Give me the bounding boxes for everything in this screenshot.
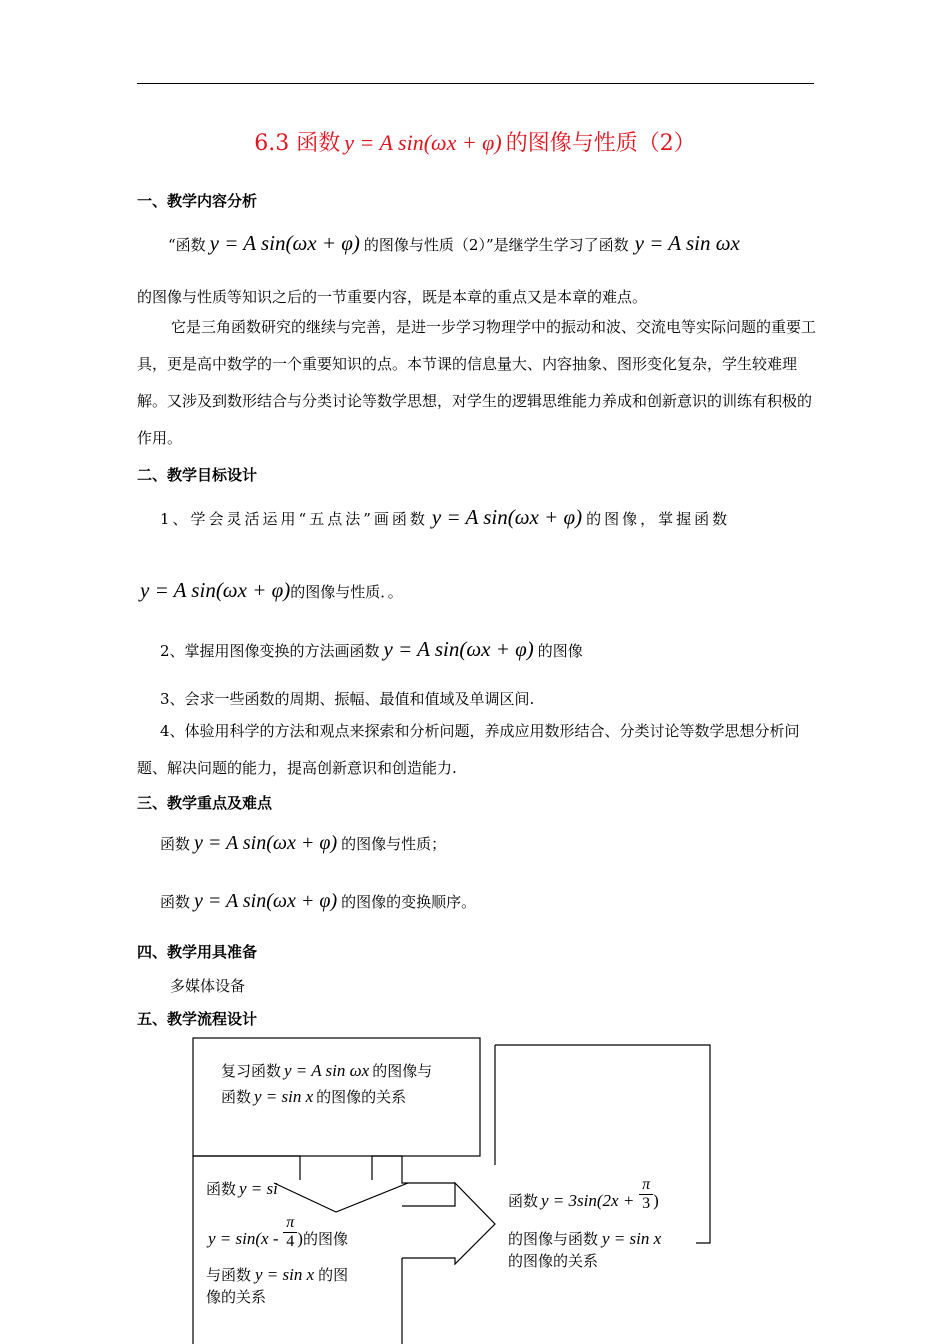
- goal1-a: 1、学会灵活运用“五点法”画函数: [160, 510, 428, 528]
- flow-box2-paren: ): [297, 1229, 303, 1248]
- flow-box2-fraction: [283, 1214, 297, 1251]
- goal1-formula2: y = A sin(ωx + φ): [140, 578, 291, 602]
- flow-box1-l2-a: 函数: [221, 1088, 252, 1106]
- flow-box3-frac-den: 3: [642, 1195, 651, 1212]
- sec1-line2: 的图像与性质等知识之后的一节重要内容，既是本章的重点又是本章的难点。: [137, 288, 648, 306]
- flow-box3-fraction: [639, 1176, 653, 1213]
- flow-box2-formula3: y = sin x: [255, 1265, 315, 1284]
- flow-box3-line1: [508, 1178, 659, 1224]
- sec1-paragraph2: 它是三角函数研究的继续与完善，是进一步学习物理学中的振动和波、交流电等实际问题的重要工具，更是高中数学的一个重要知识的点。本节课的信息量大、内容抽象、图形变化复杂，学生较难理解。又涉及到数形结合与分类讨论等数学思想，对学生的逻辑思维能力养成和创新意识的训练有积极的作用。: [137, 318, 817, 447]
- flow-box1-l1-b: 的图像与: [372, 1062, 433, 1080]
- flow-box3-formula1: y = 3sin(2x +: [541, 1191, 635, 1210]
- flow-box2-formula1: y = si: [239, 1179, 278, 1198]
- flow-box2-l1-a: 函数: [206, 1180, 237, 1198]
- keypoint2-b: 的图像的变换顺序。: [341, 893, 477, 911]
- keypoint2-a: 函数: [160, 893, 191, 911]
- section3-heading: 三、教学重点及难点: [137, 794, 273, 812]
- flow-box2-formula2: y = sin(x -: [208, 1229, 279, 1248]
- sec1-p1-mid: 的图像与性质（2）”是继学生学习了函数: [363, 236, 629, 254]
- title-formula: y = A sin(ωx + φ): [344, 130, 502, 155]
- goal3: 3、会求一些函数的周期、振幅、最值和值域及单调区间.: [160, 690, 535, 708]
- flow-box1-formula2: y = sin x: [254, 1087, 314, 1106]
- flow-box3-line3: 的图像的关系: [508, 1252, 599, 1270]
- sec1-formula: y = A sin(ωx + φ): [209, 231, 360, 255]
- goal1-formula: y = A sin(ωx + φ): [431, 505, 583, 529]
- flow-box2-line1: [206, 1178, 278, 1199]
- section1-heading: 一、教学内容分析: [137, 192, 258, 210]
- flow-box3-line2: [508, 1228, 661, 1249]
- flow-box3-paren: ): [653, 1191, 659, 1210]
- equipment-text: 多媒体设备: [170, 977, 246, 995]
- flow-box1-l2-b: 的图像的关系: [316, 1088, 407, 1106]
- flow-box2-l3-a: 与函数: [206, 1266, 252, 1284]
- section5-heading: 五、教学流程设计: [137, 1010, 258, 1028]
- section4-heading: 四、教学用具准备: [137, 943, 258, 961]
- flow-box2-line4: 像的关系: [206, 1288, 267, 1306]
- flow-box3-frac-num: π: [642, 1176, 651, 1193]
- flow-box2-top-right: [372, 1156, 455, 1183]
- flow-box1-l1-a: 复习函数: [221, 1062, 282, 1080]
- keypoint1-a: 函数: [160, 835, 191, 853]
- section2-heading: 二、教学目标设计: [137, 466, 258, 484]
- goal2-formula: y = A sin(ωx + φ): [383, 637, 534, 661]
- flow-box3-l2-a: 的图像与函数: [508, 1230, 599, 1248]
- keypoint2-formula: y = A sin(ωx + φ): [194, 890, 338, 912]
- title-prefix: 6.3 函数: [254, 131, 341, 156]
- goal4: 4、体验用科学的方法和观点来探索和分析问题，养成应用数形结合、分类讨论等数学思想分析问题、解决问题的能力，提高创新意识和创造能力.: [137, 722, 800, 777]
- flow-box1-line2: [221, 1086, 406, 1107]
- flow-box1-line1: [221, 1060, 432, 1081]
- flow-box2-line2: [208, 1216, 348, 1260]
- goal2-b: 的图像: [537, 642, 583, 660]
- flow-right-arrow: [402, 1183, 495, 1264]
- flow-box3-formula2: y = sin x: [602, 1229, 662, 1248]
- flow-box2-l3-b: 的图: [318, 1266, 349, 1284]
- goal1-b: 的图像，掌握函数: [586, 510, 731, 528]
- flow-box2-top-left: [193, 1156, 300, 1180]
- keypoint1-formula: y = A sin(ωx + φ): [194, 832, 338, 854]
- flow-box2-line3: [206, 1264, 348, 1285]
- flow-box1-formula1: y = A sin ωx: [284, 1061, 370, 1080]
- title-suffix: 的图像与性质（2）: [505, 131, 696, 156]
- goal1-c: 的图像与性质．。: [290, 583, 403, 601]
- flow-box2-frac-num: π: [286, 1214, 295, 1231]
- keypoint1-b: 的图像与性质；: [341, 835, 447, 853]
- flow-down-arrow: [274, 1183, 408, 1212]
- flow-box3-l1-a: 函数: [508, 1192, 539, 1210]
- flow-box2-frac-den: 4: [286, 1233, 295, 1250]
- flow-box2-l2-b: 的图像: [302, 1230, 348, 1248]
- sec1-formula2: y = A sin ωx: [634, 231, 740, 255]
- goal2-a: 2、掌握用图像变换的方法画函数: [160, 642, 380, 660]
- sec1-p1-open: “函数: [168, 236, 206, 254]
